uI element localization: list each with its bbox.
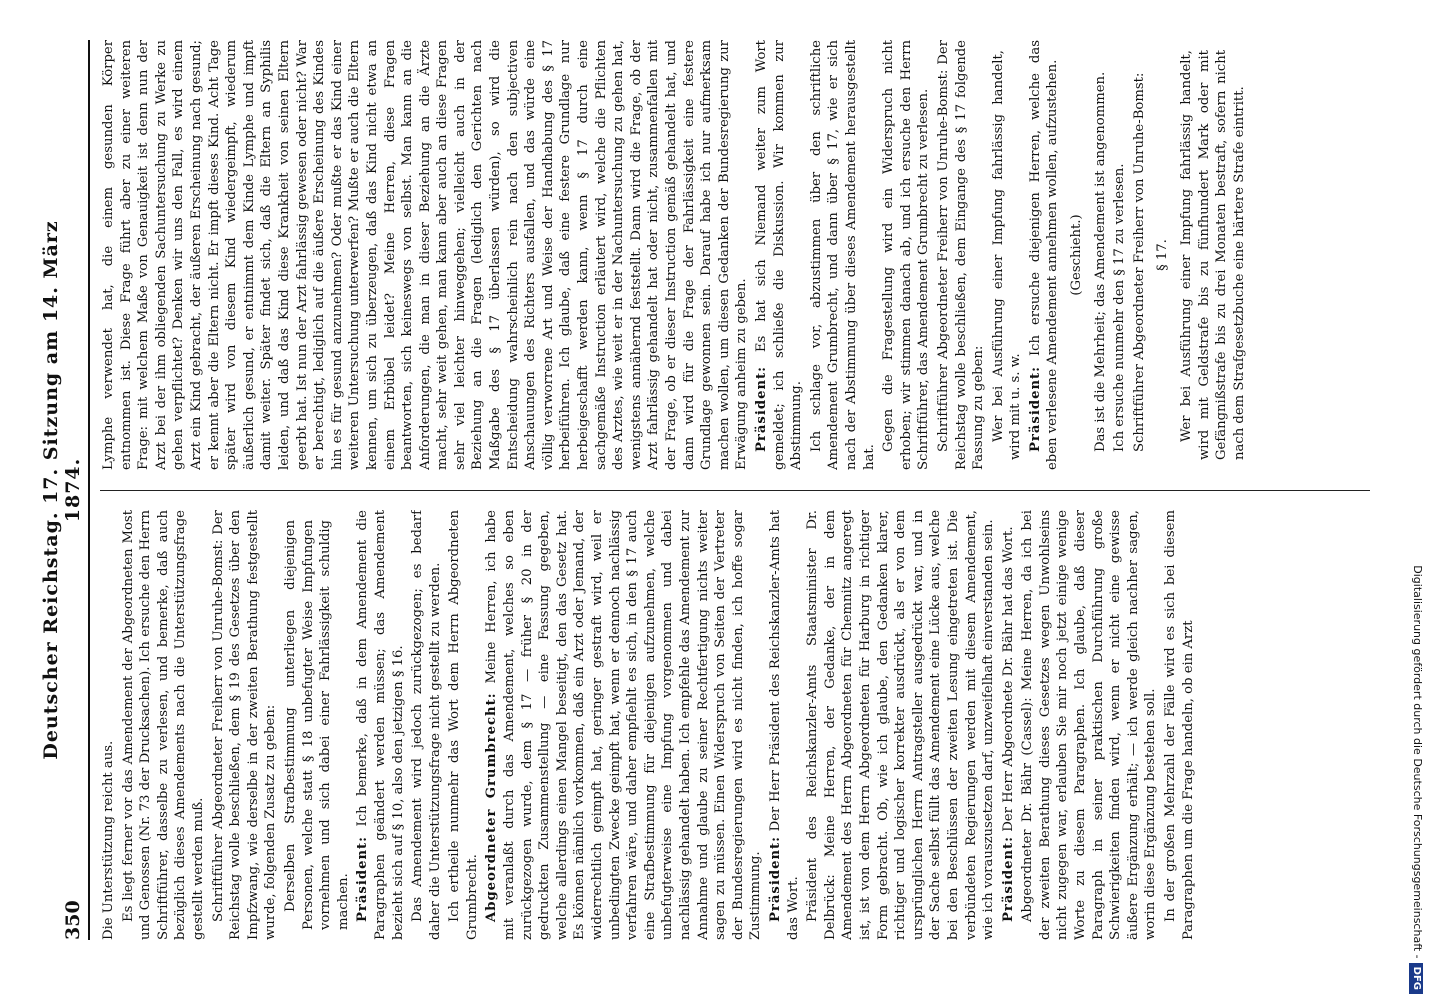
digitization-note	[1406, 6, 1428, 994]
paragraph	[446, 510, 481, 940]
digitization-note-text: Digitalisierung gefördert durch die Deutsche Forschungsgemeinschaft -	[1411, 565, 1424, 959]
paragraph	[880, 40, 933, 470]
paragraph-text: Präsident des Reichskanzler-Amts Staatsminister Dr. Delbrück: Meine Herren, der Gedanke, der in dem Amendement des Herrn Abgeordneten für Chemnitz angeregt ist, ist von dem Herrn Abgeordneten für Harburg in richtiger Form gebracht. Ob, wie ich glaube, den Gedanken klarer, richtiger und logischer korrekter ausdrückt, als er von dem ursprünglichen Herrn Antragsteller ausgedrückt war, und in der Sache selbst füllt das Amendement eine Lücke aus, welche bei den Beschlüssen der zweiten Lesung eingetreten ist. Die verbündeten Regierungen werden mit diesem Amendement, wie ich vorauszusetzen darf, unzweifelhaft einverstanden sein.	[805, 510, 997, 940]
paragraph-text: Abgeordneter Dr. Bähr (Cassel): Meine Herren, da ich bei der zweiten Berathung dieses Gesetzes wegen Unwohlseins nicht zugegen war, erlauben Sie mir noch jetzt einige wenige Worte zu diesem Paragraphen. Ich glaube, daß dieser Paragraph in seiner praktischen Durchführung große Schwierigkeiten finden wird, wenn er nicht eine gewisse äußere Ergänzung erhält; — ich werde gleich nachher sagen, worin diese Ergänzung bestehen soll.	[1020, 510, 1159, 940]
paragraph-text: Wer bei Ausführung einer Impfung fahrlässig handelt, wird mit u. s. w.	[990, 50, 1024, 460]
paragraph-text: Derselben Strafbestimmung unterliegen diejenigen Personen, welche statt § 18 unbefugter Weise Impfungen vornehmen und sich dabei einer Fahrlässigkeit schuldig machen.	[282, 520, 351, 930]
paragraph	[767, 510, 802, 940]
paragraph-text: Ich ertheile nunmehr das Wort dem Herrn Abgeordneten Grumbrecht.	[447, 510, 480, 940]
dfg-logo: DFG	[1409, 963, 1423, 994]
paragraph	[354, 510, 407, 940]
paragraph	[210, 510, 280, 940]
speaker-label: Abgeordneter Grumbrecht:	[484, 692, 500, 922]
paragraph	[935, 40, 988, 470]
paragraph-text: Ich bemerke, daß in dem Amendement die Paragraphen geändert werden müssen; das Amendement bezieht sich auf § 10, also den jetzigen § 16.	[355, 510, 406, 940]
paragraph-text: Es hat sich Niemand weiter zum Wort gemeldet; ich schließe die Diskussion. Wir kommen zur Abstimmung.	[753, 40, 805, 470]
speaker-label: Präsident:	[1000, 835, 1016, 922]
page-number: 350	[62, 900, 84, 940]
left-column	[100, 510, 1370, 940]
paragraph-text: Ich ersuche nunmehr den § 17 zu verlesen.	[1112, 163, 1128, 452]
column-divider	[100, 490, 1370, 491]
paragraph	[483, 510, 765, 940]
paragraph-text: Schriftführer Abgeordneter Freiherr von Unruhe-Bomst: Der Reichstag wolle beschließen, dem § 19 des Gesetzes über den Impfzwang, wie derselbe in der zweiten Berathung festgestellt wurde, folgenden Zusatz zu geben:	[210, 510, 279, 940]
paragraph-text: Schriftführer Abgeordneter Freiherr von Unruhe-Bomst: Der Reichstag wolle beschließen, dem Eingange des § 17 folgende Fassung zu geben:	[935, 40, 987, 470]
paragraph-text: Lymphe verwendet hat, die einem gesunden Körper entnommen ist. Diese Frage führt aber zu einer weiteren Frage: mit welchem Maße von Genauigkeit ist denn nun der Arzt bei der ihm obliegenden Sachuntersuchung zu Werke zu gehen verpflichtet? Denken wir uns den Fall, es wird einem Arzt ein Kind gebracht, der äußeren Erscheinung nach gesund; er kennt aber die Eltern nicht. Er impft dieses Kind. Acht Tage später wird von diesem Kind wiedergeimpft, wiederum äußerlich gesund, er entnimmt dem Kinde Lymphe und impft damit weiter. Später findet sich, daß die Eltern an Syphilis leiden, und daß das Kind diese Krankheit von seinen Eltern geerbt hat. Ist nun der Arzt fahrlässig gewesen oder nicht? War er berechtigt, lediglich auf die äußere Erscheinung des Kindes hin es für gesund anzunehmen? Oder mußte er das Kind einer weiteren Untersuchung unterwerfen? Mußte er auch die Eltern kennen, um sich zu überzeugen, daß das Kind nicht etwa an einem Erbübel leidet? Meine Herren, diese Fragen beantworten, sich keineswegs von selbst. Man kann an die Anforderungen, die man in dieser Beziehung an die Ärzte macht, sehr weit gehen, man kann aber auch an diese Fragen sehr viel leichter hinweggehen; vielleicht auch in der Beziehung an die Fragen (lediglich den Gerichten nach Maßgabe des § 17 überlassen würden), so wird die Entscheidung wahrscheinlich rein nach den subjectiven Anschauungen des Richters ausfallen, und das würde eine völlig verworrene Art und Weise der Handhabung des § 17 herbeiführen. Ich glaube, daß eine festere Grundlage nur herbeigeschafft werden kann, wenn § 17 durch eine sachgemäße Instruction erläutert wird, welche die Pflichten des Arztes, wie weit er in der Nachuntersuchung zu gehen hat, wenigstens annähernd feststellt. Dann wird die Frage, ob der Arzt fahrlässig gehandelt hat oder nicht, zusammenfallen mit der Frage, ob er dieser Instruction gemäß gehandelt hat, und dann wird für die Frage der Fahrlässigkeit eine festere Grundlage gewonnen sein. Darauf habe ich nur aufmerksam machen wollen, um diesen Gedanken der Bundesregierung zur Erwägung anheim zu geben.	[101, 40, 750, 470]
paragraph	[1092, 40, 1110, 470]
paragraph	[1162, 510, 1197, 940]
paragraph	[100, 40, 751, 470]
speaker-label: Präsident:	[355, 835, 371, 922]
paragraph-text: Gegen die Fragestellung wird ein Widerspruch nicht erhoben; wir stimmen danach ab, und ich ersuche den Herrn Schriftführer, das Amendement Grumbrecht zu verlesen.	[881, 40, 932, 470]
paragraph	[1019, 510, 1160, 940]
paragraph	[808, 40, 878, 470]
paragraph-text: In der großen Mehrzahl der Fälle wird es sich bei diesem Paragraphen um die Frage handeln, ob ein Arzt	[1163, 510, 1196, 940]
paragraph	[990, 40, 1025, 470]
paragraph	[1000, 510, 1018, 940]
paragraph	[409, 510, 444, 940]
paragraph-text: Die Unterstützung reicht aus.	[101, 740, 116, 940]
speaker-label: Präsident:	[1027, 365, 1043, 452]
paragraph-text: Wer bei Ausführung einer Impfung fahrlässig handelt, wird mit Geldstrafe bis zu fünfhundert Mark oder mit Gefängnißstrafe bis zu drei Monaten bestraft, sofern nicht nach dem Strafgesetzbuche eine härtere Strafe eintritt.	[1179, 50, 1247, 460]
paragraph	[804, 510, 998, 940]
paragraph-text: § 17.	[1155, 239, 1171, 271]
paragraph-text: Der Herr Präsident des Reichskanzler-Amts hat das Wort.	[767, 510, 801, 940]
paragraph-text: Schriftführer Abgeordneter Freiherr von Unruhe-Bomst:	[1131, 72, 1147, 452]
paragraph	[1111, 40, 1129, 470]
paragraph-text: Der Herr Abgeordnete Dr. Bähr hat das Wort.	[1000, 526, 1016, 836]
paragraph-text: Es liegt ferner vor das Amendement der Abgeordneten Most und Genossen (Nr. 73 der Drucksachen). Ich ersuche den Herrn Schriftführer, dasselbe zu verlesen, und bemerke, daß auch bezüglich dieses Amendements nach die Unterstützungsfrage gestellt werden muß.	[120, 510, 206, 940]
paragraph-text: Meine Herren, ich habe mit veranlaßt durch das Amendement, welches so eben zurückgezogen wurde, dem § 17 — früher § 20 in der gedruckten Zusammenstellung — eine Fassung gegeben, welche allerdings einen Mangel beseitigt, den das Gesetz hat. Es können nämlich vorkommen, daß ein Arzt oder Jemand, der widerrechtlich geimpft hat, geringer gestraft wird, weil er unbedingten Zwecke geimpft hat, wenn er dennoch nachlässig verfahren wäre, und daher empfiehlt es sich, in den § 17 auch eine Strafbestimmung für diejenigen aufzunehmen, welche unbefugterweise eine Impfung vorgenommen und dabei nachlässig gehandelt haben. Ich empfehle das Amendement zur Annahme und glaube zu seiner Rechtfertigung nichts weiter sagen zu müssen. Einen Widerspruch von Seiten der Vertreter der Bundesregierungen wird es nicht finden, ich hoffe sogar Zustimmung.	[484, 510, 764, 940]
paragraph	[1131, 40, 1149, 470]
paragraph	[282, 510, 352, 940]
paragraph-text: Ich ersuche diejenigen Herren, welche das eben verlesene Amendement annehmen wollen, aufzustehen.	[1027, 40, 1061, 470]
speaker-label: Präsident:	[753, 365, 769, 452]
paragraph	[1178, 40, 1248, 470]
paragraph-text: Ich schlage vor, abzustimmen über den schriftliche Amendement Grumbrecht, und dann über § 17, wie er sich nach der Abstimmung über dieses Amendement herausgestellt hat.	[808, 40, 877, 470]
paragraph	[1068, 40, 1086, 470]
paragraph	[120, 510, 208, 940]
running-title: Deutscher Reichstag. 17. Sitzung am 14. März 1874.	[40, 220, 84, 760]
paragraph-text: Das Amendement wird jedoch zurückgezogen; es bedarf daher die Unterstützungsfrage nicht gestellt zu werden.	[410, 510, 443, 940]
speaker-label: Präsident:	[767, 835, 783, 922]
paragraph	[1027, 40, 1062, 470]
text-columns	[100, 40, 1370, 940]
paragraph-text: (Geschieht.)	[1069, 214, 1085, 296]
paragraph	[100, 510, 118, 940]
page-header	[40, 40, 90, 940]
paragraph	[1154, 40, 1172, 470]
paragraph-text: Das ist die Mehrheit; das Amendement ist angenommen.	[1092, 71, 1108, 452]
paragraph	[753, 40, 806, 470]
right-column	[100, 40, 1370, 470]
